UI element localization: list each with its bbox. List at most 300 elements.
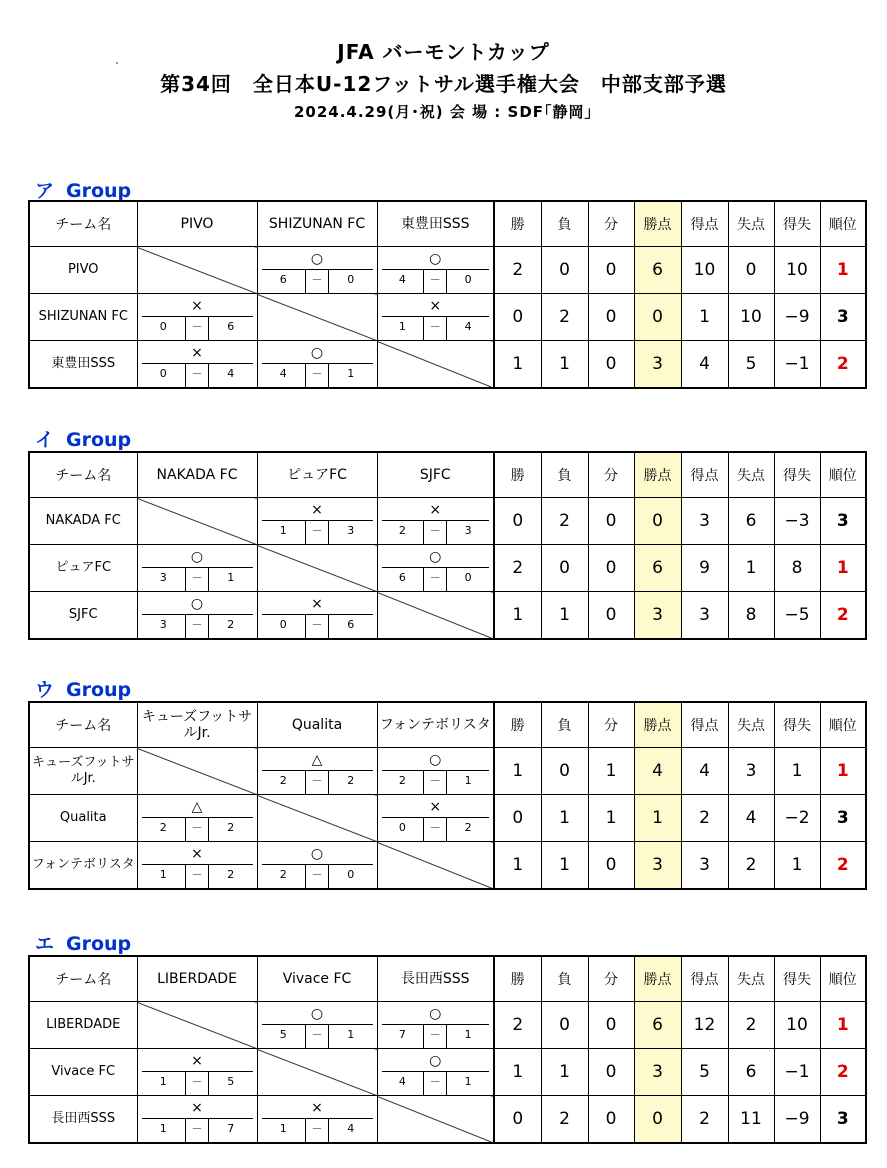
table-row bbox=[29, 498, 866, 545]
score bbox=[262, 614, 373, 638]
draws: 1 bbox=[588, 795, 634, 842]
header-opponent: Qualita bbox=[257, 702, 377, 748]
wins: 0 bbox=[494, 1096, 541, 1144]
draws: 0 bbox=[588, 1049, 634, 1096]
table-row bbox=[29, 1002, 866, 1049]
match-result bbox=[137, 1096, 257, 1144]
header-opponent: LIBERDADE bbox=[137, 956, 257, 1002]
rank: 1 bbox=[820, 545, 866, 592]
team-name: Qualita bbox=[29, 795, 137, 842]
table-row bbox=[29, 294, 866, 341]
score-dash: － bbox=[305, 1025, 329, 1048]
score-home: 0 bbox=[159, 320, 167, 333]
result-mark: × bbox=[311, 1100, 323, 1116]
losses: 2 bbox=[541, 294, 588, 341]
team-name: ピュアFC bbox=[29, 545, 137, 592]
draws: 0 bbox=[588, 592, 634, 640]
self-match-cell bbox=[377, 842, 494, 890]
goals-against: 5 bbox=[728, 341, 774, 389]
losses: 0 bbox=[541, 748, 588, 795]
score-dash: － bbox=[185, 1072, 209, 1095]
score-away: 3 bbox=[347, 524, 355, 537]
points: 0 bbox=[634, 294, 681, 341]
header-goals-for: 得点 bbox=[681, 452, 728, 498]
goals-against: 6 bbox=[728, 1049, 774, 1096]
header-win: 勝 bbox=[494, 956, 541, 1002]
score-dash: － bbox=[423, 270, 447, 293]
group-word: Group bbox=[66, 933, 132, 955]
goals-for: 9 bbox=[681, 545, 728, 592]
score-away: 0 bbox=[464, 273, 472, 286]
score-dash: － bbox=[423, 1072, 447, 1095]
score bbox=[382, 316, 490, 340]
points: 3 bbox=[634, 842, 681, 890]
result-mark: × bbox=[429, 298, 442, 314]
goals-for: 2 bbox=[681, 1096, 728, 1144]
score bbox=[262, 1024, 373, 1048]
losses: 1 bbox=[541, 592, 588, 640]
goal-diff: 10 bbox=[774, 1002, 820, 1049]
header-team: チーム名 bbox=[29, 452, 137, 498]
match-result bbox=[377, 748, 494, 795]
goals-for: 2 bbox=[681, 795, 728, 842]
score-away: 6 bbox=[227, 320, 235, 333]
self-match-cell bbox=[137, 1002, 257, 1049]
points: 3 bbox=[634, 592, 681, 640]
header-points: 勝点 bbox=[634, 201, 681, 247]
score-home: 0 bbox=[159, 367, 167, 380]
group-table bbox=[28, 200, 867, 389]
table-row bbox=[29, 247, 866, 294]
self-match-cell bbox=[257, 795, 377, 842]
goals-for: 4 bbox=[681, 748, 728, 795]
wins: 1 bbox=[494, 748, 541, 795]
result-mark: × bbox=[429, 799, 442, 815]
points: 6 bbox=[634, 247, 681, 294]
wins: 2 bbox=[494, 545, 541, 592]
points: 6 bbox=[634, 1002, 681, 1049]
result-mark: × bbox=[191, 1100, 203, 1116]
losses: 1 bbox=[541, 1049, 588, 1096]
header-rank: 順位 bbox=[820, 702, 866, 748]
score-away: 0 bbox=[347, 868, 355, 881]
match-result bbox=[137, 294, 257, 341]
group-table bbox=[28, 955, 867, 1144]
goals-for: 5 bbox=[681, 1049, 728, 1096]
team-name: 東豊田SSS bbox=[29, 341, 137, 389]
header-draw: 分 bbox=[588, 452, 634, 498]
score bbox=[382, 567, 490, 591]
result-mark: ○ bbox=[429, 251, 442, 267]
losses: 1 bbox=[541, 341, 588, 389]
points: 4 bbox=[634, 748, 681, 795]
score-dash: － bbox=[185, 1119, 209, 1142]
rank: 1 bbox=[820, 247, 866, 294]
score-home: 3 bbox=[159, 618, 167, 631]
header-team: チーム名 bbox=[29, 956, 137, 1002]
result-mark: ○ bbox=[310, 251, 324, 267]
goal-diff: 1 bbox=[774, 748, 820, 795]
score-dash: － bbox=[185, 865, 209, 888]
score bbox=[382, 1071, 490, 1095]
score bbox=[382, 817, 490, 841]
score bbox=[142, 864, 253, 888]
header-opponent: PIVO bbox=[137, 201, 257, 247]
header-opponent: SJFC bbox=[377, 452, 494, 498]
self-match-cell bbox=[257, 294, 377, 341]
score-dash: － bbox=[305, 1119, 329, 1142]
rank: 2 bbox=[820, 341, 866, 389]
draws: 0 bbox=[588, 545, 634, 592]
rank: 3 bbox=[820, 294, 866, 341]
header-team: チーム名 bbox=[29, 201, 137, 247]
score-dash: － bbox=[423, 1025, 447, 1048]
match-result bbox=[257, 592, 377, 640]
result-mark: △ bbox=[191, 799, 203, 815]
score-home: 2 bbox=[398, 524, 406, 537]
result-mark: × bbox=[191, 846, 203, 862]
score bbox=[142, 614, 253, 638]
match-result bbox=[377, 294, 494, 341]
stray-dot bbox=[116, 62, 118, 64]
wins: 1 bbox=[494, 1049, 541, 1096]
goals-for: 10 bbox=[681, 247, 728, 294]
match-result bbox=[257, 1096, 377, 1144]
result-mark: ○ bbox=[429, 1006, 442, 1022]
goals-against: 6 bbox=[728, 498, 774, 545]
wins: 1 bbox=[494, 592, 541, 640]
score-home: 7 bbox=[398, 1028, 406, 1041]
score-away: 1 bbox=[347, 367, 355, 380]
score-away: 1 bbox=[347, 1028, 355, 1041]
result-mark: △ bbox=[311, 752, 323, 768]
header-goals-against: 失点 bbox=[728, 702, 774, 748]
goals-against: 2 bbox=[728, 842, 774, 890]
header-draw: 分 bbox=[588, 201, 634, 247]
self-match-cell bbox=[257, 545, 377, 592]
header-goals-for: 得点 bbox=[681, 956, 728, 1002]
score-dash: － bbox=[305, 771, 329, 794]
header-loss: 負 bbox=[541, 452, 588, 498]
header-win: 勝 bbox=[494, 201, 541, 247]
score bbox=[142, 363, 253, 387]
goals-against: 11 bbox=[728, 1096, 774, 1144]
score-away: 6 bbox=[347, 618, 355, 631]
score-dash: － bbox=[185, 364, 209, 387]
score-home: 6 bbox=[398, 571, 406, 584]
table-row bbox=[29, 795, 866, 842]
wins: 0 bbox=[494, 498, 541, 545]
self-match-cell bbox=[137, 498, 257, 545]
match-result bbox=[257, 341, 377, 389]
draws: 0 bbox=[588, 294, 634, 341]
score-dash: － bbox=[305, 364, 329, 387]
match-result bbox=[137, 795, 257, 842]
group-mark: エ bbox=[35, 933, 55, 955]
header-opponent: フォンテボリスタ bbox=[377, 702, 494, 748]
rank: 3 bbox=[820, 498, 866, 545]
goals-for: 4 bbox=[681, 341, 728, 389]
header-points: 勝点 bbox=[634, 702, 681, 748]
header-goal-diff: 得失 bbox=[774, 702, 820, 748]
losses: 0 bbox=[541, 545, 588, 592]
losses: 2 bbox=[541, 1096, 588, 1144]
draws: 0 bbox=[588, 1002, 634, 1049]
table-row bbox=[29, 842, 866, 890]
rank: 1 bbox=[820, 748, 866, 795]
draws: 0 bbox=[588, 1096, 634, 1144]
losses: 0 bbox=[541, 247, 588, 294]
score-away: 5 bbox=[227, 1075, 235, 1088]
score-home: 4 bbox=[398, 1075, 406, 1088]
wins: 0 bbox=[494, 795, 541, 842]
header-goals-against: 失点 bbox=[728, 452, 774, 498]
draws: 0 bbox=[588, 842, 634, 890]
score-home: 2 bbox=[279, 868, 287, 881]
score-away: 0 bbox=[464, 571, 472, 584]
draws: 1 bbox=[588, 748, 634, 795]
losses: 0 bbox=[541, 1002, 588, 1049]
result-mark: × bbox=[191, 298, 203, 314]
goals-for: 3 bbox=[681, 592, 728, 640]
team-name: キューズフットサルJr. bbox=[29, 748, 137, 795]
date-venue: 2024.4.29(月･祝) 会 場 : SDF｢静岡｣ bbox=[293, 103, 594, 121]
match-result bbox=[257, 1002, 377, 1049]
wins: 2 bbox=[494, 1002, 541, 1049]
header-opponent: ピュアFC bbox=[257, 452, 377, 498]
score-away: 4 bbox=[347, 1122, 355, 1135]
table-row bbox=[29, 1049, 866, 1096]
wins: 1 bbox=[494, 341, 541, 389]
self-match-cell bbox=[137, 748, 257, 795]
header-opponent: Vivace FC bbox=[257, 956, 377, 1002]
result-mark: ○ bbox=[310, 846, 324, 862]
goals-against: 3 bbox=[728, 748, 774, 795]
match-result bbox=[377, 1049, 494, 1096]
table-row bbox=[29, 545, 866, 592]
points: 0 bbox=[634, 498, 681, 545]
score-home: 5 bbox=[279, 1028, 287, 1041]
group-label bbox=[35, 425, 131, 452]
result-mark: × bbox=[311, 596, 323, 612]
goal-diff: 8 bbox=[774, 545, 820, 592]
header-rank: 順位 bbox=[820, 201, 866, 247]
score-dash: － bbox=[423, 771, 447, 794]
score-home: 2 bbox=[279, 774, 287, 787]
score-away: 1 bbox=[464, 774, 472, 787]
score bbox=[142, 1071, 253, 1095]
result-mark: ○ bbox=[190, 596, 204, 612]
points: 1 bbox=[634, 795, 681, 842]
goal-diff: 1 bbox=[774, 842, 820, 890]
goal-diff: −9 bbox=[774, 294, 820, 341]
losses: 1 bbox=[541, 795, 588, 842]
score-away: 2 bbox=[227, 618, 235, 631]
team-name: PIVO bbox=[29, 247, 137, 294]
table-row bbox=[29, 341, 866, 389]
points: 3 bbox=[634, 341, 681, 389]
match-result bbox=[257, 247, 377, 294]
team-name: LIBERDADE bbox=[29, 1002, 137, 1049]
header-opponent: 東豊田SSS bbox=[377, 201, 494, 247]
table-row bbox=[29, 592, 866, 640]
header-win: 勝 bbox=[494, 452, 541, 498]
score-away: 7 bbox=[227, 1122, 235, 1135]
result-mark: ○ bbox=[190, 549, 204, 565]
score bbox=[382, 770, 490, 794]
team-name: Vivace FC bbox=[29, 1049, 137, 1096]
team-name: 長田西SSS bbox=[29, 1096, 137, 1144]
header-goal-diff: 得失 bbox=[774, 201, 820, 247]
header-goals-against: 失点 bbox=[728, 201, 774, 247]
score-home: 4 bbox=[279, 367, 287, 380]
score-away: 0 bbox=[347, 273, 355, 286]
score-dash: － bbox=[423, 521, 447, 544]
losses: 2 bbox=[541, 498, 588, 545]
wins: 1 bbox=[494, 842, 541, 890]
match-result bbox=[377, 247, 494, 294]
score-dash: － bbox=[305, 521, 329, 544]
score-dash: － bbox=[185, 818, 209, 841]
result-mark: × bbox=[429, 502, 442, 518]
goals-for: 3 bbox=[681, 498, 728, 545]
score-dash: － bbox=[305, 865, 329, 888]
goals-for: 3 bbox=[681, 842, 728, 890]
score bbox=[262, 1118, 373, 1142]
group-table bbox=[28, 701, 867, 890]
goals-against: 1 bbox=[728, 545, 774, 592]
group-label bbox=[35, 929, 131, 956]
goal-diff: −5 bbox=[774, 592, 820, 640]
score-home: 2 bbox=[159, 821, 167, 834]
score-home: 2 bbox=[398, 774, 406, 787]
header-goal-diff: 得失 bbox=[774, 452, 820, 498]
match-result bbox=[137, 341, 257, 389]
header-points: 勝点 bbox=[634, 452, 681, 498]
score-home: 6 bbox=[279, 273, 287, 286]
rank: 3 bbox=[820, 795, 866, 842]
match-result bbox=[377, 1002, 494, 1049]
goals-against: 8 bbox=[728, 592, 774, 640]
score-dash: － bbox=[185, 568, 209, 591]
score-home: 1 bbox=[159, 1075, 167, 1088]
team-name: SHIZUNAN FC bbox=[29, 294, 137, 341]
score-away: 4 bbox=[464, 320, 472, 333]
goal-diff: −2 bbox=[774, 795, 820, 842]
group-word: Group bbox=[66, 679, 132, 701]
self-match-cell bbox=[377, 341, 494, 389]
group-word: Group bbox=[66, 180, 132, 202]
score-away: 1 bbox=[227, 571, 235, 584]
score-dash: － bbox=[305, 615, 329, 638]
tournament-title: 第34回 全日本U-12フットサル選手権大会 中部支部予選 bbox=[160, 72, 727, 96]
score-away: 2 bbox=[227, 868, 235, 881]
rank: 2 bbox=[820, 592, 866, 640]
goals-against: 2 bbox=[728, 1002, 774, 1049]
group-label bbox=[35, 176, 131, 203]
score bbox=[382, 269, 490, 293]
self-match-cell bbox=[257, 1049, 377, 1096]
team-name: SJFC bbox=[29, 592, 137, 640]
score-dash: － bbox=[305, 270, 329, 293]
team-name: NAKADA FC bbox=[29, 498, 137, 545]
header-draw: 分 bbox=[588, 956, 634, 1002]
score-home: 3 bbox=[159, 571, 167, 584]
header-goals-for: 得点 bbox=[681, 201, 728, 247]
rank: 2 bbox=[820, 842, 866, 890]
self-match-cell bbox=[137, 247, 257, 294]
score-dash: － bbox=[185, 615, 209, 638]
result-mark: ○ bbox=[429, 1053, 442, 1069]
header-opponent: 長田西SSS bbox=[377, 956, 494, 1002]
goal-diff: 10 bbox=[774, 247, 820, 294]
header-opponent: SHIZUNAN FC bbox=[257, 201, 377, 247]
score-away: 2 bbox=[347, 774, 355, 787]
points: 0 bbox=[634, 1096, 681, 1144]
score-dash: － bbox=[185, 317, 209, 340]
score-home: 0 bbox=[398, 821, 406, 834]
score bbox=[262, 520, 373, 544]
score-away: 4 bbox=[227, 367, 235, 380]
goal-diff: −3 bbox=[774, 498, 820, 545]
losses: 1 bbox=[541, 842, 588, 890]
result-mark: × bbox=[311, 502, 323, 518]
header-goals-for: 得点 bbox=[681, 702, 728, 748]
header-draw: 分 bbox=[588, 702, 634, 748]
match-result bbox=[137, 592, 257, 640]
draws: 0 bbox=[588, 341, 634, 389]
score-home: 1 bbox=[159, 868, 167, 881]
score-away: 1 bbox=[464, 1075, 472, 1088]
score-dash: － bbox=[423, 317, 447, 340]
goals-against: 10 bbox=[728, 294, 774, 341]
score bbox=[262, 363, 373, 387]
match-result bbox=[137, 842, 257, 890]
match-result bbox=[257, 748, 377, 795]
header-rank: 順位 bbox=[820, 956, 866, 1002]
score bbox=[382, 1024, 490, 1048]
draws: 0 bbox=[588, 247, 634, 294]
draws: 0 bbox=[588, 498, 634, 545]
points: 6 bbox=[634, 545, 681, 592]
result-mark: × bbox=[191, 345, 203, 361]
group-word: Group bbox=[66, 429, 132, 451]
goals-against: 0 bbox=[728, 247, 774, 294]
header-goal-diff: 得失 bbox=[774, 956, 820, 1002]
match-result bbox=[257, 842, 377, 890]
header-rank: 順位 bbox=[820, 452, 866, 498]
result-mark: ○ bbox=[429, 549, 442, 565]
result-mark: ○ bbox=[429, 752, 442, 768]
header-loss: 負 bbox=[541, 956, 588, 1002]
score-home: 1 bbox=[279, 1122, 287, 1135]
group-label bbox=[35, 675, 131, 702]
header-win: 勝 bbox=[494, 702, 541, 748]
result-mark: ○ bbox=[310, 1006, 324, 1022]
match-result bbox=[137, 1049, 257, 1096]
score-home: 1 bbox=[398, 320, 406, 333]
header-goals-against: 失点 bbox=[728, 956, 774, 1002]
group-mark: イ bbox=[35, 429, 55, 451]
score-home: 0 bbox=[279, 618, 287, 631]
score-dash: － bbox=[423, 568, 447, 591]
score-away: 2 bbox=[227, 821, 235, 834]
group-table bbox=[28, 451, 867, 640]
score-home: 1 bbox=[159, 1122, 167, 1135]
score-dash: － bbox=[423, 818, 447, 841]
points: 3 bbox=[634, 1049, 681, 1096]
rank: 3 bbox=[820, 1096, 866, 1144]
